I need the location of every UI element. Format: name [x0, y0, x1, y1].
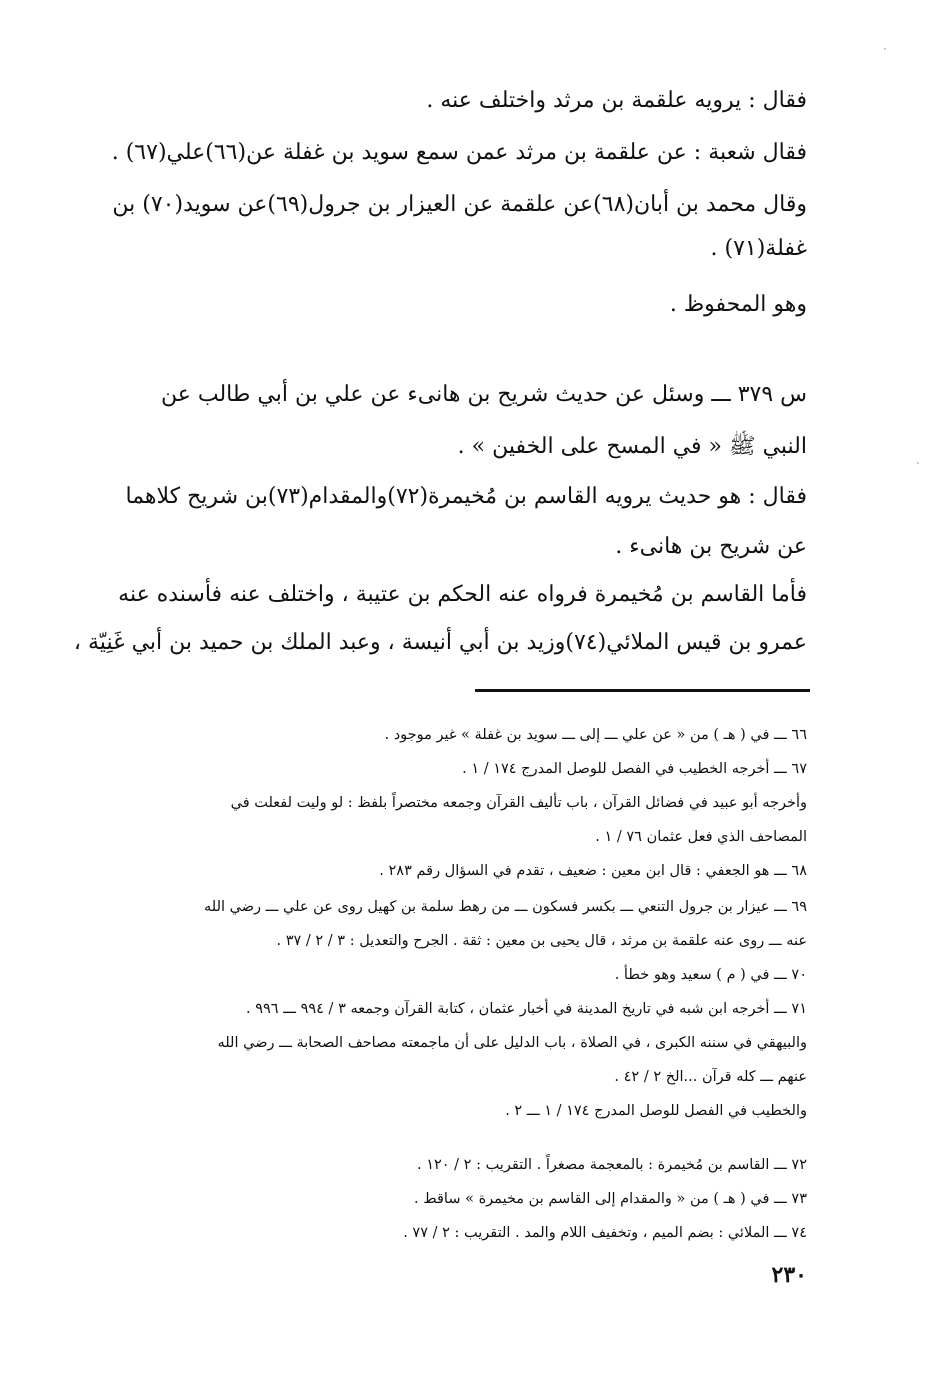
main-line: النبي ﷺ « في المسح على الخفين » . [457, 434, 807, 459]
main-line: فأما القاسم بن مُخيمرة فرواه عنه الحكم بن عتيبة ، واختلف عنه فأسنده عنه [118, 582, 807, 607]
footnote: المصاحف الذي فعل عثمان ٧٦ / ١ . [595, 829, 807, 845]
footnote: والخطيب في الفصل للوصل المدرج ١٧٤ / ١ ـــ ٢ . [505, 1103, 807, 1119]
footnote: ٧٠ ـــ في ( م ) سعيد وهو خطأ . [614, 967, 807, 983]
main-line: وقال محمد بن أبان(٦٨)عن علقمة عن العيزار بن جرول(٦٩)عن سويد(٧٠) بن [112, 192, 807, 217]
main-line: فقال شعبة : عن علقمة بن مرثد عمن سمع سويد بن غفلة عن(٦٦)علي(٦٧) . [111, 140, 807, 165]
scan-speck [917, 462, 919, 464]
footnote: ٦٨ ـــ هو الجعفي : قال ابن معين : ضعيف ، تقدم في السؤال رقم ٢٨٣ . [379, 863, 807, 879]
main-line: عن شريح بن هانىء . [615, 534, 807, 559]
footnote: ٧٣ ـــ في ( هـ ) من « والمقدام إلى القاسم بن مخيمرة » ساقط . [414, 1191, 807, 1207]
footnote: ٧١ ـــ أخرجه ابن شبه في تاريخ المدينة في أخبار عثمان ، كتابة القرآن وجمعه ٣ / ٩٩٤ ـــ ٩٩٦ . [246, 1001, 807, 1017]
footnote-separator [475, 689, 810, 692]
footnote: ٦٩ ـــ عيزار بن جرول التنعي ـــ بكسر فسكون ـــ من رهط سلمة بن كهيل روى عن علي ـــ رضي الله [204, 899, 807, 915]
footnote: والبيهقي في سننه الكبرى ، في الصلاة ، باب الدليل على أن ماجمعته مصاحف الصحابة ـــ رضي الله [217, 1035, 807, 1051]
main-line: فقال : هو حديث يرويه القاسم بن مُخيمرة(٧٢)والمقدام(٧٣)بن شريح كلاهما [125, 484, 807, 509]
footnote: عنه ـــ روى عنه علقمة بن مرثد ، قال يحيى بن معين : ثقة . الجرح والتعديل : ٣ / ٢ / ٣٧ . [276, 933, 807, 949]
scan-speck [884, 48, 886, 50]
footnote: ٦٦ ـــ في ( هـ ) من « عن علي ـــ إلى ـــ سويد بن غفلة » غير موجود . [384, 727, 807, 743]
footnote: وأخرجه أبو عبيد في فضائل القرآن ، باب تأليف القرآن وجمعه مختصراً بلفظ : لو وليت لفعلت في [230, 795, 807, 811]
footnote: ٦٧ ـــ أخرجه الخطيب في الفصل للوصل المدرج ١٧٤ / ١ . [462, 761, 807, 777]
footnote: عنهم ـــ كله قرآن ...الخ ٢ / ٤٢ . [614, 1069, 807, 1085]
main-line: وهو المحفوظ . [669, 292, 807, 317]
main-line: غفلة(٧١) . [710, 236, 807, 261]
footnote: ٧٢ ـــ القاسم بن مُخيمرة : بالمعجمة مصغراً . التقريب : ٢ / ١٢٠ . [416, 1157, 807, 1173]
page-number: ٢٣٠ [771, 1262, 807, 1288]
main-line: عمرو بن قيس الملائي(٧٤)وزيد بن أبي أنيسة ، وعبد الملك بن حميد بن أبي غَنِيّة ، [73, 630, 807, 655]
footnote: ٧٤ ـــ الملائي : بضم الميم ، وتخفيف اللام والمد . التقريب : ٢ / ٧٧ . [403, 1225, 807, 1241]
question-heading-line: س ٣٧٩ ـــ وسئل عن حديث شريح بن هانىء عن علي بن أبي طالب عن [161, 382, 807, 407]
main-line: فقال : يرويه علقمة بن مرثد واختلف عنه . [426, 88, 807, 113]
